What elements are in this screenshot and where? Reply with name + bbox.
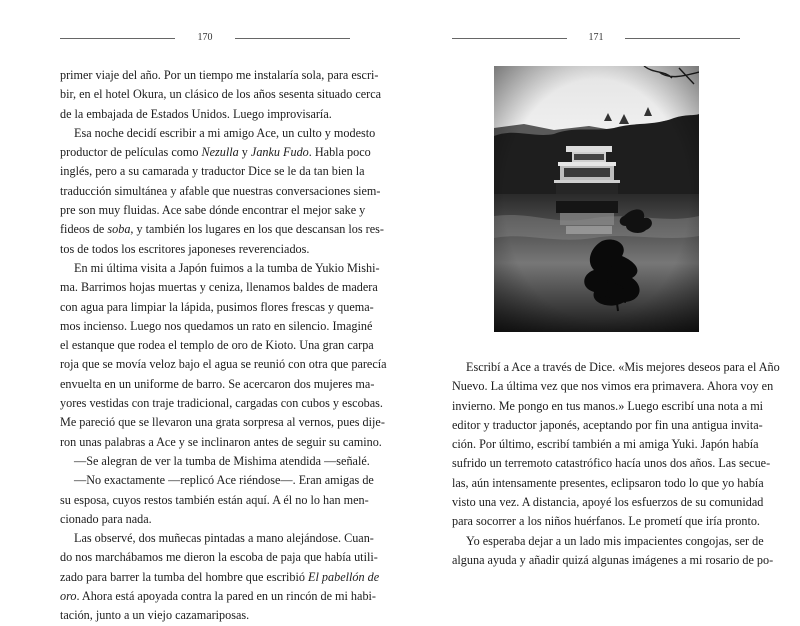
text-line: visto una vez. A distancia, apoyé los esfuerzos de su comunidad xyxy=(452,495,764,510)
text-line: tación, junto a un viejo cazamariposas. xyxy=(60,608,250,623)
text-line: las, aún intensamente presentes, eclipsaron todo lo que yo había xyxy=(452,475,764,490)
text-line: Me pareció que se llevaron una grata sorpresa al vernos, pues dije- xyxy=(60,415,385,430)
text-line: En mi última visita a Japón fuimos a la tumba de Yukio Mishi- xyxy=(74,260,380,275)
page-header xyxy=(60,31,350,45)
text-line: mos incienso. Luego nos quedamos un rato en silencio. Imaginé xyxy=(60,318,373,333)
page-header xyxy=(452,31,740,45)
text-line: envuelta en un uniforme de barro. Se acercaron dos mujeres ma- xyxy=(60,376,375,391)
text-line: cionado para nada. xyxy=(60,511,152,526)
text-line: yores vestidas con traje tradicional, cargadas con cubos y escobas. xyxy=(60,396,383,411)
text-line: de la embajada de Estados Unidos. Luego improvisaría. xyxy=(60,106,332,121)
text-line: editor y traductor japonés, aceptando por fin una antigua invita- xyxy=(452,417,763,432)
text-line: para socorrer a los niños huérfanos. Le prometí que iría pronto. xyxy=(452,514,760,529)
text-line: sufrido un terremoto catastrófico hacía unos dos años. Las secue- xyxy=(452,456,771,471)
text-line: Nuevo. La última vez que nos vimos era primavera. Ahora voy en xyxy=(452,379,774,394)
text-line: Escribí a Ace a través de Dice. «Mis mejores deseos para el Año xyxy=(466,360,780,374)
header-rule-right xyxy=(235,38,350,39)
text-line: bir, en el hotel Okura, un clásico de los años sesenta situado cerca xyxy=(60,87,382,102)
text-line: traducción simultánea y afable que nuestras conversaciones siem- xyxy=(60,183,381,198)
text-line: oro. Ahora está apoyada contra la pared en un rincón de mi habi- xyxy=(60,589,376,604)
photo-image xyxy=(494,66,699,332)
text-line: ron unas palabras a Ace y se inclinaron antes de seguir su camino. xyxy=(60,434,382,449)
text-line: invierno. Me pongo en tus manos.» Luego escribí una nota a mi xyxy=(452,398,764,413)
text-line: ción. Por último, escribí también a mi amiga Yuki. Japón había xyxy=(452,437,759,452)
left-page xyxy=(0,0,400,623)
text-line: pre son muy fluidas. Ace sabe dónde encontrar el mejor sake y xyxy=(60,203,366,218)
text-line: Las observé, dos muñecas pintadas a mano alejándose. Cuan- xyxy=(74,531,374,546)
text-line: su esposa, cuyos restos también están aquí. A él no lo han men- xyxy=(60,492,369,507)
text-line: tos de todos los escritores japoneses reverenciados. xyxy=(60,241,310,256)
right-page xyxy=(400,0,800,613)
page-number: 170 xyxy=(197,32,213,43)
text-line: —No exactamente —replicó Ace riéndose—. Eran amigas de xyxy=(74,473,374,488)
text-line: productor de películas como Nezulla y Janku Fudo. Habla poco xyxy=(60,145,371,160)
text-line: zado para barrer la tumba del hombre que escribió El pabellón de xyxy=(60,569,380,584)
text-line: ma. Barrimos hojas muertas y ceniza, llenamos baldes de madera xyxy=(60,280,378,295)
body-text xyxy=(60,66,387,626)
text-line: el estanque que rodea el templo de oro de Kioto. Una gran carpa xyxy=(60,338,374,353)
text-line: Esa noche decidí escribir a mi amigo Ace, un culto y modesto xyxy=(74,125,376,140)
text-line: inglés, pero a su camarada y traductor Dice se le da tan bien la xyxy=(60,164,365,179)
text-line: roja que se movía veloz bajo el agua se reunió con otra que parecía xyxy=(60,357,387,372)
page-number: 171 xyxy=(588,32,604,43)
text-line: do nos marchábamos me dieron la escoba de paja que había utili- xyxy=(60,550,378,565)
text-line: alguna ayuda y añadir quizá algunas imágenes a mi rosario de po- xyxy=(452,552,774,567)
text-line: con agua para limpiar la lápida, pusimos flores frescas y quema- xyxy=(60,299,374,314)
text-line: —Se alegran de ver la tumba de Mishima atendida —señalé. xyxy=(74,453,370,468)
text-line: fideos de soba, y también los lugares en los que descansan los res- xyxy=(60,222,384,237)
header-rule-right xyxy=(625,38,740,39)
text-line: primer viaje del año. Por un tiempo me instalaría sola, para escri- xyxy=(60,68,379,82)
body-text xyxy=(452,358,780,570)
text-line: Yo esperaba dejar a un lado mis impacientes congojas, ser de xyxy=(466,533,764,548)
golden-pavilion-photo xyxy=(494,66,699,332)
